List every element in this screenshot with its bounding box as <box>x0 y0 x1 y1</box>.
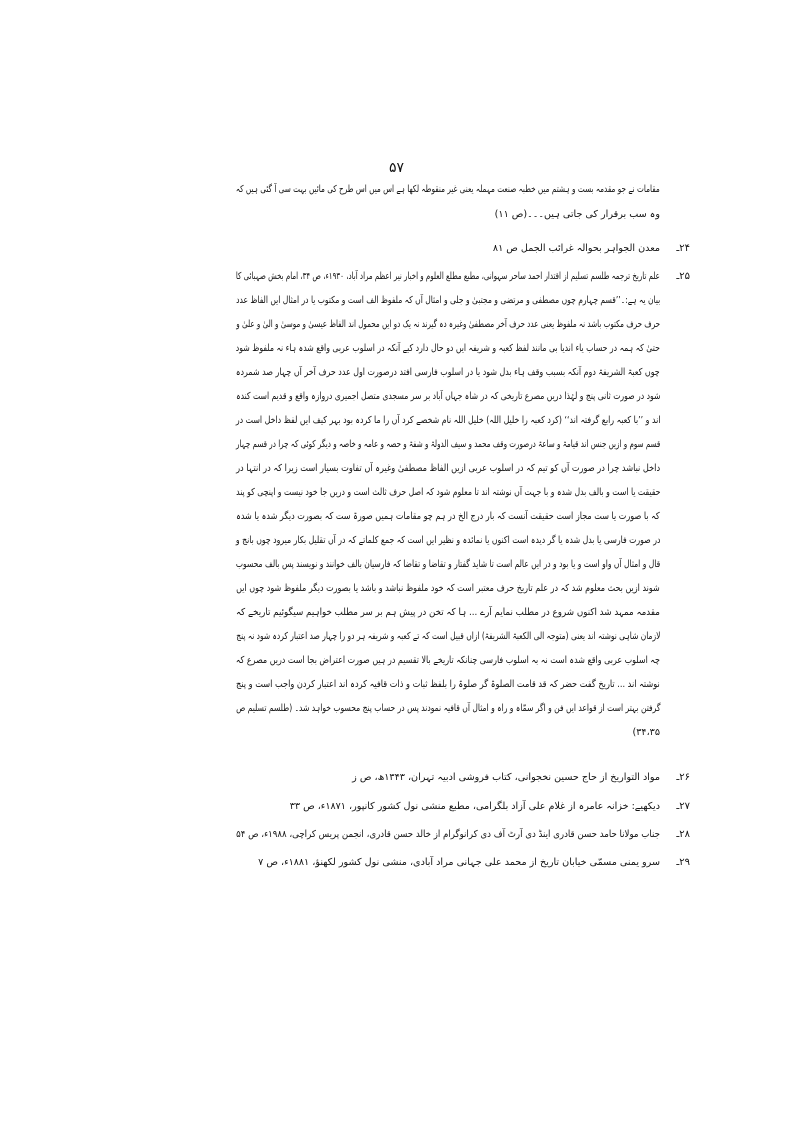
text-line: شوند ازیں بحث معلوم شد کہ در علم تاریخ حرف معتبر است کہ خود ملفوظ نباشد و باشد یا بصورت دیگر ملفوظ شود چوں ایں <box>236 583 660 594</box>
text-line: مقدمہ ممہد شد اکنوں شروع در مطلب نمایم آرے ... ہا کہ تخن در پیش ہم بر سر مطلب خواہیم سیگوئیم تاریخے کہ <box>236 607 660 618</box>
footnote-number: ۲۹ـ <box>676 857 690 868</box>
text-line: چہ اسلوب عربی واقع شدہ است نہ بہ اسلوب فارسی چنانکہ تاریخے بالا تقسیم در ہیں صورت اعتراض بجا است دریں مصرع کہ <box>235 655 660 666</box>
page-number: ۵۷ <box>388 160 405 176</box>
text-line: ۳۴،۳۵) <box>632 727 660 738</box>
footnote-number: ۲۴ـ <box>676 243 690 254</box>
footnote-number: ۲۶ـ <box>676 772 690 783</box>
text-line: حرف حرف مکتوب باشد نہ ملفوظ یعنی عدد حرف آخر مصطفیٰ وغیرہ دہ گیرند نہ یک دو ایں محمول اند الفاظ عیسیٰ و موسیٰ و الیٰ و علیٰ و <box>236 319 660 330</box>
text-line: داخل نباشد چرا در صورت آں کو تیم کہ در اسلوب عربی ازیں الفاظ مصطفیٰ وغیرہ آں تفاوت بسیار است زیرا کہ در انتہا در <box>235 463 660 474</box>
text-line: حتیٰ کہ ہمہ در حساب یاء اندیا بی مانند لفظ کعبہ و شریفہ ایں دو حال دارد کیے آنکہ در اسلوب عربی واقع شدہ ہاء نہ ملفوظ شود <box>235 343 660 354</box>
text-line: کہ با صورت یا ست مجاز است حقیقت آنست کہ بار درج الخ در ہم چو مقامات ہمیں صورۃ ست کہ بصورت دیگر شدہ یا شدہ <box>236 511 660 522</box>
text-line: مواد التواریخ از حاج حسین نخجوانی، کتاب فروشی ادبیہ تہران، ۱۳۴۳ھ، ص ز <box>352 772 660 783</box>
footnote-number: ۲۷ـ <box>676 801 690 812</box>
text-line: بیان یہ ہے:۔’’قسم چہارم چوں مصطفی و مرتضی و مجتبیٰ و جلی و امثال آں کہ ملفوظ الف است و مکتوب یا در امثال ایں الفاظ عدد <box>235 295 660 306</box>
text-line: دیکھیے: خزانہ عامرہ از غلام علی آزاد بلگرامی، مطبع منشی نول کشور کانپور، ۱۸۷۱ء، ص ۳۳ <box>289 801 660 812</box>
text-line: قسم سوم و ازیں جنس اند قیامۃ و ساعۃ درصورت وقف محمد و سیف الدولۃ و شفۃ و حصہ و عامہ و خاصہ و دیگر کوئی کہ چرا در قسم چہار <box>235 439 660 450</box>
text-line: نوشتہ اند ... تاریخ گفت حضر کہ قد قامت الصلوۃ گر صلوۃ را بلفظ ثبات و ذات قافیہ کردہ اند اعتبار کردن واجب است و پنج <box>236 679 660 690</box>
text-line: مقامات نے جو مقدمہ بست و ہشتم میں خطبہ صنعت مہملہ یعنی غیر منقوطہ لکھا ہے اس میں اس طرح کی مائیں بہت سی آ گئی ہیں کہ <box>236 184 660 195</box>
text-line: لازمان شاہی نوشتہ اند یعنی (متوجہ الی الکعبۃ الشریفۃ) ازاں قبیل است کہ تے کعبہ و شریفہ ہر دو را چہار صد اعتبار کردہ شود نہ پنج <box>235 631 660 642</box>
text-line: شود در صورت ثانی پنج و لہٰذا دریں مصرع تاریخی کہ در شاہ جہاں آباد بر سر مسجدی متصل اجمیری دروازہ واقع و قدیم است کندہ <box>235 391 660 402</box>
text-line: قال و امثال آں واو است و یا بود و در ایں عالم است تا شاید گفتار و تقاضا و تقاضا کہ فارسیان بالف خوانند و نویسند پس بالف محسوب <box>235 559 660 570</box>
text-line: معدن الجواہر بحوالہ غرائب الجمل ص ۸۱ <box>492 243 660 254</box>
text-line: اند و ’’با کعبہ رابع گرفتہ اند‘‘ (کرد کعبہ را خلیل اللہ) خلیل اللہ نام شخصے کرد آں را ما کردہ بود بہر کیف ایں لفظ داخل است در <box>235 415 660 426</box>
footnote-number: ۲۵ـ <box>676 271 690 282</box>
text-line: علم تاریخ ترجمہ طلسم تسلیم از اقتدار احمد ساحر سہوانی، مطبع مطلع العلوم و اخبار نیر اعظم مراد آباد، ۱۹۳۰ء، ص ۳۴، امام بخش صہبائی کا <box>236 271 660 282</box>
text-line: حقیقت یا است و بالف بدل شدہ و با جہت آں نوشتہ اند تا معلوم شود کہ اصل حرف ثالث است و دریں جا خود نیست و اپنچی کو پند <box>235 487 660 498</box>
text-line: چوں کعبۃ الشریفۃ دوم آنکہ بسبب وقف ہاء بدل شود یا در اسلوب فارسی افتد درصورت اول عدد حرف آخر آں چہار صد شمردہ <box>236 367 660 378</box>
footnote-number: ۲۸ـ <box>676 829 690 840</box>
text-line: گرفتن بہتر است از قواعد ایں فن و اگر سمّاہ و راہ و امثال آں قافیہ نمودند پس در حساب پنج محسوب خواہد شد۔ (طلسم تسلیم ص <box>235 703 660 714</box>
text-line: در صورت فارسی یا بدل شدہ یا گر دیدہ است اکنوں یا نمائدہ و نظیر ایں است کہ جمع کلماتے کہ در آں تقلیل بکار میرود چوں بانج و <box>235 535 660 546</box>
text-line: وہ سب برقرار کی جاتی ہیں۔۔۔(ص ۱۱) <box>494 209 660 220</box>
text-line: سرو یمنی مسمّی خیابان تاریخ از محمد علی جہانی مراد آبادی، منشی نول کشور لکھنؤ، ۱۸۸۱ء، ص ۷ <box>258 857 660 868</box>
text-line: جناب مولانا حامد حسن قادری اینڈ دی آرٹ آف دی کرانوگرام از خالد حسن قادری، انجمن پریس کراچی، ۱۹۸۸ء، ص ۵۴ <box>236 829 660 840</box>
